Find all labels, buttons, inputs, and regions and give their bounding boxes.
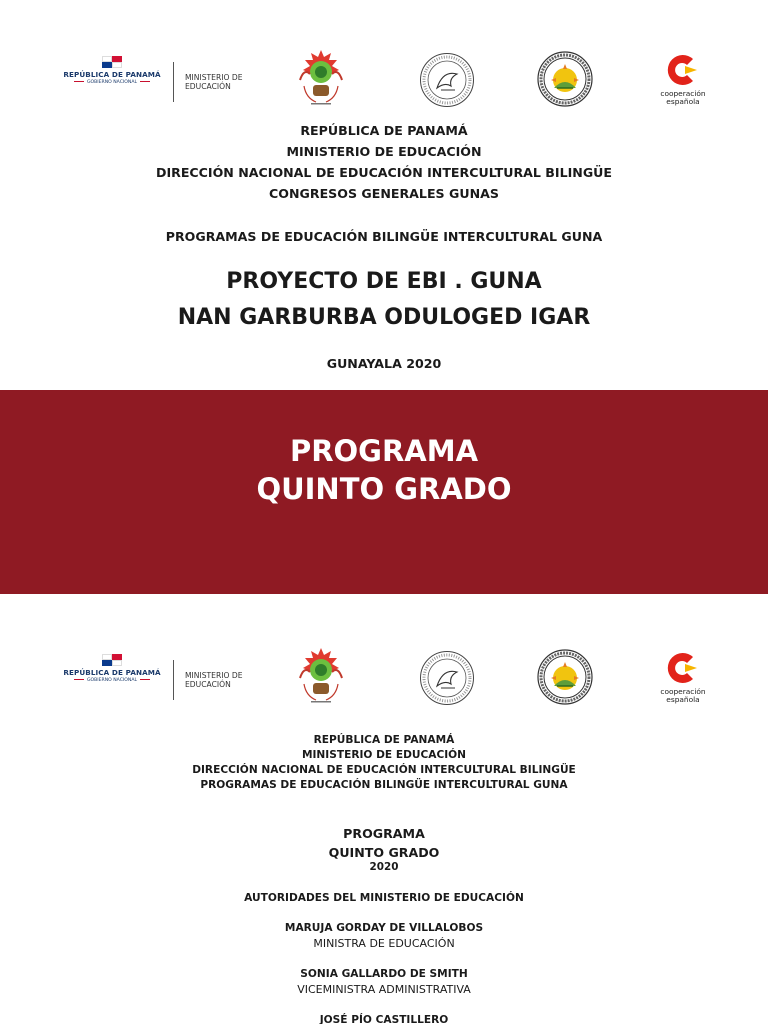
logo-divider <box>173 62 174 102</box>
ministry-line1: MINISTERIO DE <box>185 73 243 82</box>
coop-line1: cooperación <box>660 89 706 98</box>
authority-name: JOSÉ PÍO CASTILLERO <box>319 1014 449 1024</box>
cover-header <box>0 120 768 204</box>
cooperacion-espanola-logo <box>656 650 710 710</box>
gov-name: REPÚBLICA DE PANAMÁ <box>63 70 161 79</box>
page2-program-line2: QUINTO GRADO <box>328 845 440 860</box>
page2-program-line1: PROGRAMA <box>343 826 425 841</box>
gov-sub: GOBIERNO NACIONAL <box>62 678 162 683</box>
page2-year: 2020 <box>369 861 399 873</box>
band-title-line2: QUINTO GRADO <box>256 472 512 506</box>
onmaked-seal-icon <box>537 50 593 108</box>
cooperacion-espanola-icon <box>665 52 701 88</box>
cover-header-line: MINISTERIO DE EDUCACIÓN <box>286 144 482 159</box>
authority-name: SONIA GALLARDO DE SMITH <box>300 968 468 980</box>
authorities-title: AUTORIDADES DEL MINISTERIO DE EDUCACIÓN <box>244 892 524 904</box>
coop-line2: española <box>666 97 700 106</box>
authority-role: VICEMINISTRA ADMINISTRATIVA <box>297 983 471 996</box>
cover-header-line: CONGRESOS GENERALES GUNAS <box>269 186 499 201</box>
ministry-line2: EDUCACIÓN <box>185 680 231 689</box>
coop-line1: cooperación <box>660 687 706 696</box>
place-year: GUNAYALA 2020 <box>326 356 442 371</box>
guna-seal-icon <box>296 646 346 706</box>
gov-name: REPÚBLICA DE PANAMÁ <box>63 668 161 677</box>
onmaked-seal-icon <box>537 648 593 706</box>
panama-flag-icon <box>102 56 122 68</box>
congreso-seal-icon <box>419 52 475 108</box>
gobierno-panama-logo <box>62 56 162 92</box>
coop-label <box>656 90 710 106</box>
congreso-seal-icon <box>419 650 475 706</box>
page2-header-line: MINISTERIO DE EDUCACIÓN <box>301 749 467 761</box>
authority-name: MARUJA GORDAY DE VILLALOBOS <box>284 922 484 934</box>
band-title-line1: PROGRAMA <box>289 434 479 468</box>
ministry-line2: EDUCACIÓN <box>185 82 231 91</box>
coop-line2: española <box>666 695 700 704</box>
panama-flag-icon <box>102 654 122 666</box>
project-title-line2: NAN GARBURBA ODULOGED IGAR <box>177 305 591 330</box>
project-title <box>0 264 768 336</box>
ministerio-logo-text <box>185 73 255 91</box>
ministerio-logo-text <box>185 671 255 689</box>
page2-header <box>0 733 768 793</box>
programs-line: PROGRAMAS DE EDUCACIÓN BILINGÜE INTERCULTURAL GUNA <box>165 229 603 244</box>
band-title <box>0 432 768 508</box>
cover-header-line: DIRECCIÓN NACIONAL DE EDUCACIÓN INTERCULTURAL BILINGÜE <box>155 165 613 180</box>
guna-seal-icon <box>296 48 346 108</box>
project-title-line1: PROYECTO DE EBI . GUNA <box>226 269 542 294</box>
ministry-line1: MINISTERIO DE <box>185 671 243 680</box>
cooperacion-espanola-logo <box>656 52 710 112</box>
authority-role: MINISTRA DE EDUCACIÓN <box>313 937 455 950</box>
logo-row <box>0 644 768 708</box>
gov-sub: GOBIERNO NACIONAL <box>62 80 162 85</box>
cooperacion-espanola-icon <box>665 650 701 686</box>
page2-header-line: REPÚBLICA DE PANAMÁ <box>313 734 455 746</box>
page2-program <box>0 824 768 862</box>
page2-header-line: PROGRAMAS DE EDUCACIÓN BILINGÜE INTERCULTURAL GUNA <box>200 779 568 791</box>
logo-row <box>0 46 768 110</box>
logo-divider <box>173 660 174 700</box>
page2-header-line: DIRECCIÓN NACIONAL DE EDUCACIÓN INTERCULTURAL BILINGÜE <box>192 764 576 776</box>
gobierno-panama-logo <box>62 654 162 690</box>
coop-label <box>656 688 710 704</box>
cover-header-line: REPÚBLICA DE PANAMÁ <box>300 123 468 138</box>
